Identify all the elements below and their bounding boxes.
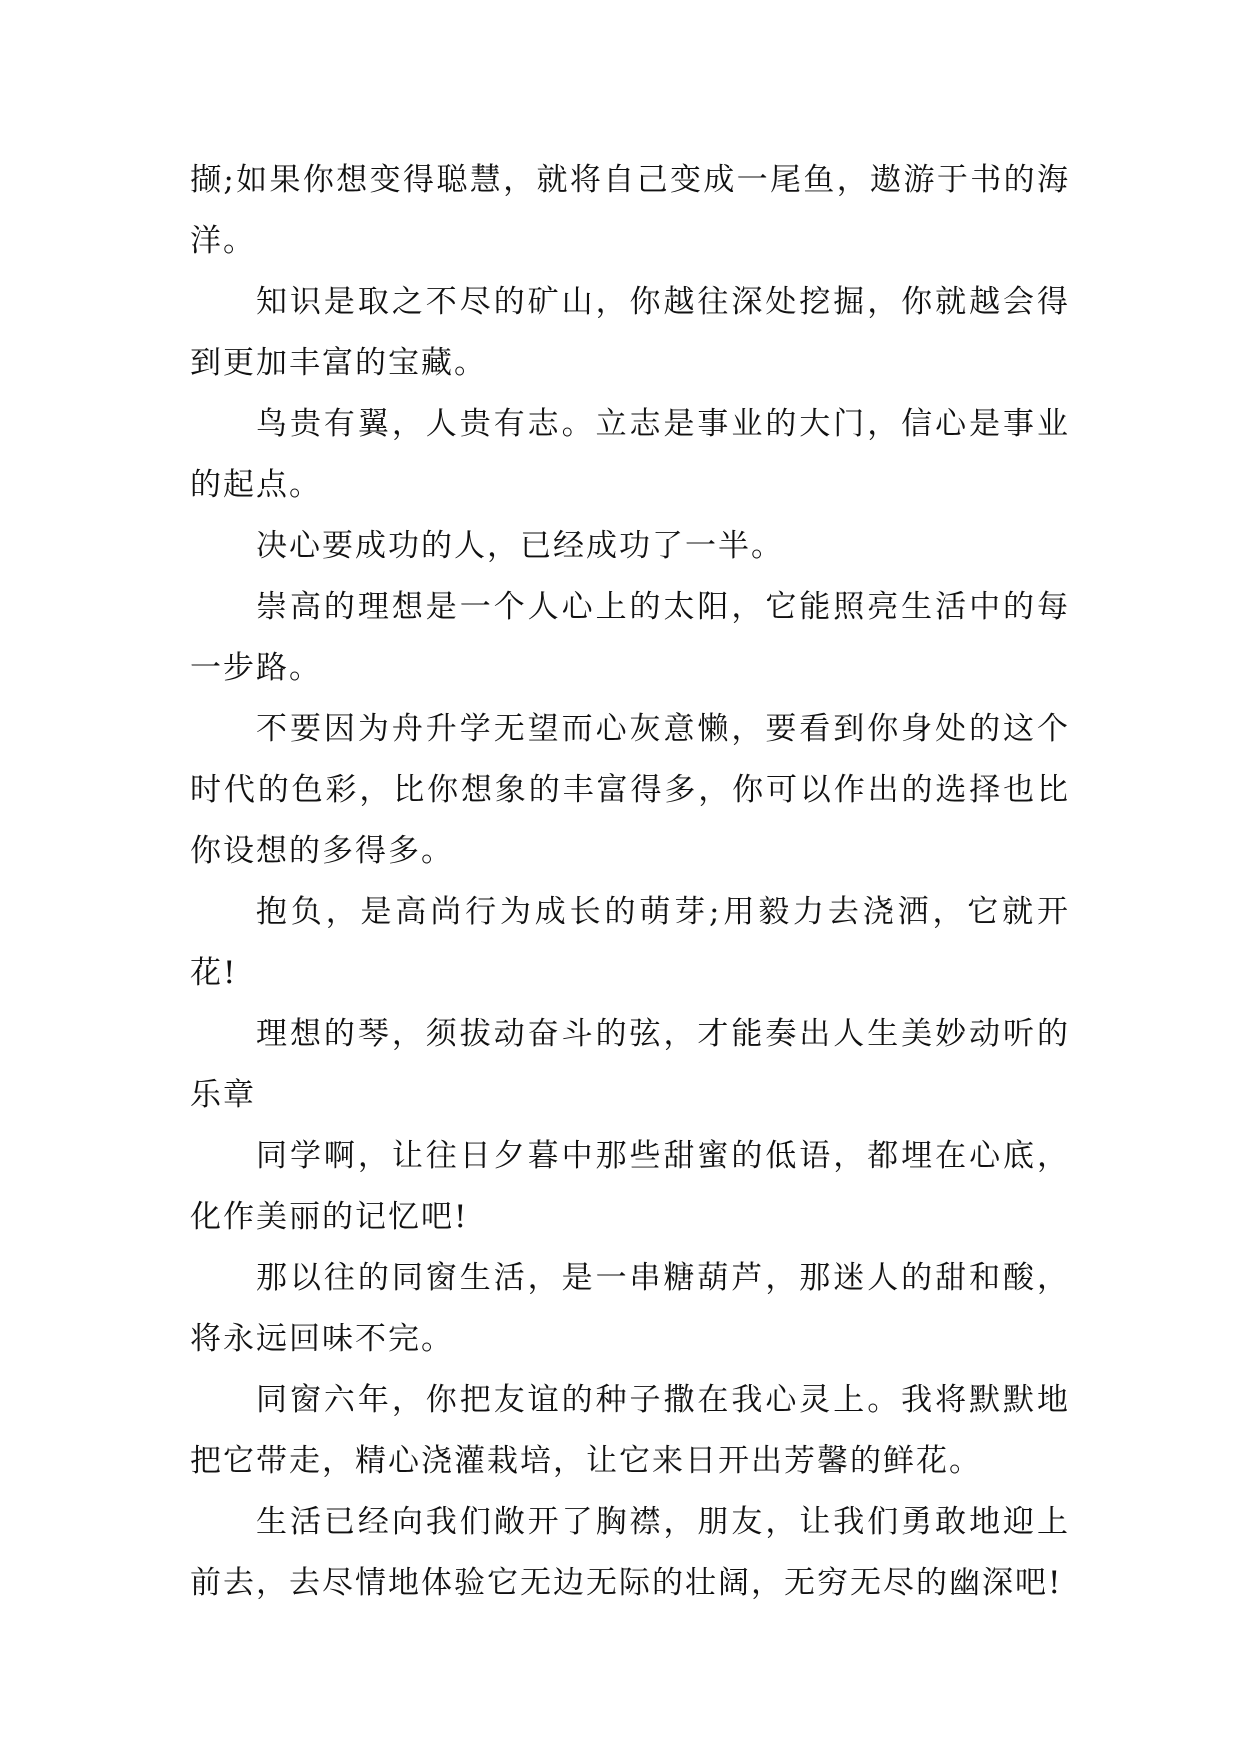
paragraph: 同窗六年，你把友谊的种子撒在我心灵上。我将默默地把它带走，精心浇灌栽培，让它来日开出芳馨的鲜花。 <box>190 1382 1070 1479</box>
paragraph: 鸟贵有翼，人贵有志。立志是事业的大门，信心是事业的起点。 <box>190 406 1070 503</box>
paragraph: 理想的琴，须拔动奋斗的弦，才能奏出人生美妙动听的乐章 <box>190 1016 1070 1113</box>
document-body <box>190 150 1070 1614</box>
paragraph: 抱负，是高尚行为成长的萌芽;用毅力去浇洒，它就开花! <box>190 894 1070 991</box>
paragraph: 生活已经向我们敞开了胸襟，朋友，让我们勇敢地迎上前去，去尽情地体验它无边无际的壮阔，无穷无尽的幽深吧! <box>190 1504 1070 1601</box>
paragraph: 知识是取之不尽的矿山，你越往深处挖掘，你就越会得到更加丰富的宝藏。 <box>190 284 1070 381</box>
paragraph: 崇高的理想是一个人心上的太阳，它能照亮生活中的每一步路。 <box>190 589 1070 686</box>
paragraph: 那以往的同窗生活，是一串糖葫芦，那迷人的甜和酸，将永远回味不完。 <box>190 1260 1070 1357</box>
paragraph: 不要因为舟升学无望而心灰意懒，要看到你身处的这个时代的色彩，比你想象的丰富得多，你可以作出的选择也比你设想的多得多。 <box>190 711 1070 869</box>
paragraph: 同学啊，让往日夕暮中那些甜蜜的低语，都埋在心底，化作美丽的记忆吧! <box>190 1138 1070 1235</box>
paragraph: 决心要成功的人，已经成功了一半。 <box>256 528 784 564</box>
paragraph: 撷;如果你想变得聪慧，就将自己变成一尾鱼，遨游于书的海洋。 <box>190 162 1070 259</box>
